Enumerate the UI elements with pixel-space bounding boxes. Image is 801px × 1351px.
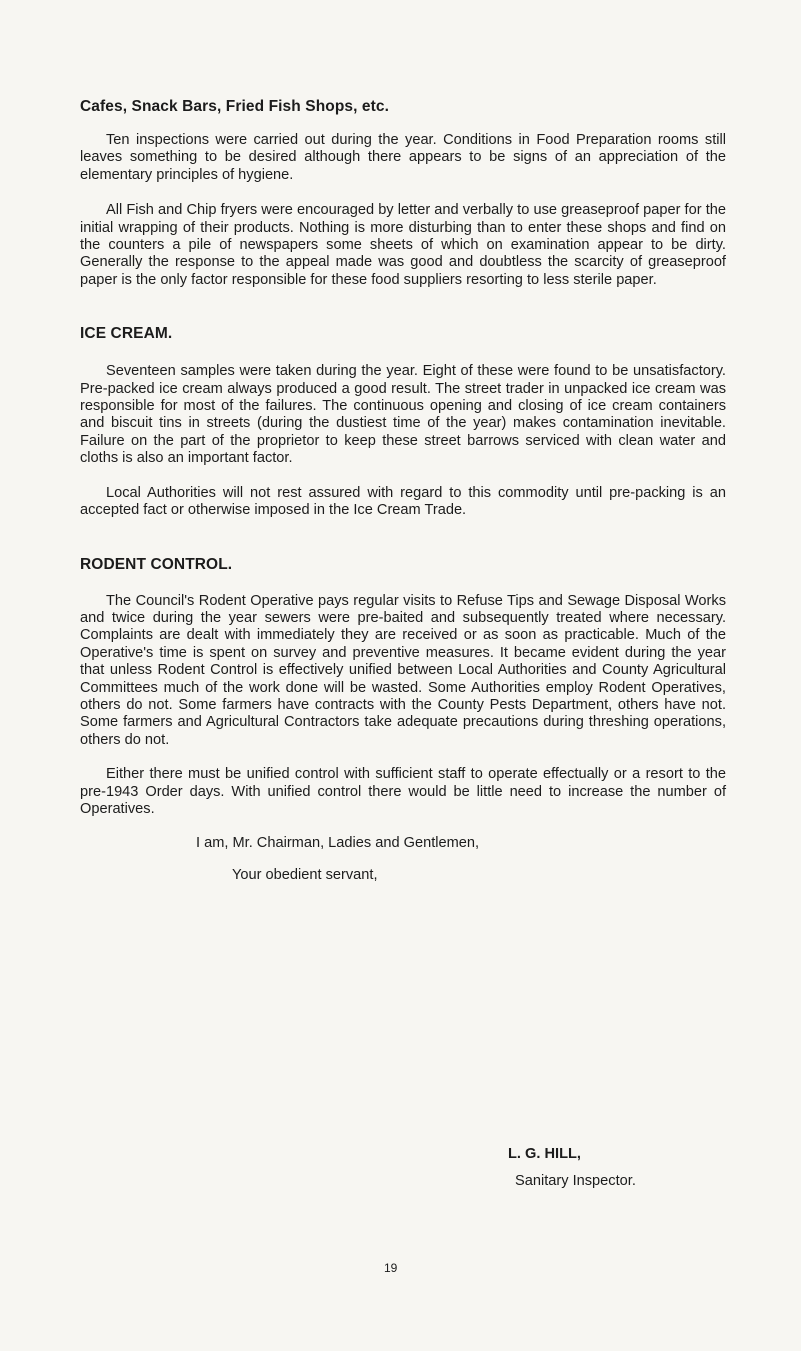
section-heading-cafes: Cafes, Snack Bars, Fried Fish Shops, etc. (80, 98, 390, 115)
paragraph-rodent-unified-control: Either there must be unified control with sufficient staff to operate effectually or a resort to the pre-1943 Order days. With unified control there would be little need to increase the number of Operatives. (80, 766, 726, 817)
paragraph-rodent-operative: The Council's Rodent Operative pays regular visits to Refuse Tips and Sewage Disposal Works and twice during the year sewers were pre-baited and subsequently treated where necessary. Complaints are dealt with immediately they are received or as soon as practicable. Much of the Operative's time is spent on survey and preventive measures. It became evident during the year that unless Rodent Control is effectively unified between Local Authorities and County Agricultural Committees much of the work done will be wasted. Some Authorities employ Rodent Operatives, others do not. Some farmers have contracts with the County Pests Department, others have not. Some farmers and Agricultural Contractors take adequate precautions during threshing operations, others do not. (80, 592, 726, 748)
section-heading-ice-cream: ICE CREAM. (80, 325, 173, 343)
paragraph-ice-cream-authorities: Local Authorities will not rest assured with regard to this commodity until pre-packing is an accepted fact or otherwise imposed in the Ice Cream Trade. (80, 484, 726, 519)
paragraph-ice-cream-samples: Seventeen samples were taken during the year. Eight of these were found to be unsatisfactory. Pre-packed ice cream always produced a good result. The street trader in unpacked ice cream was responsible for most of the failures. The continuous opening and closing of ice cream containers and biscuit tins in streets (during the dustiest time of the year) makes contamination inevitable. Failure on the part of the proprietor to keep these street barrows serviced with clean water and cloths is also an important factor. (80, 363, 726, 467)
signature-name: L. G. HILL, (508, 1146, 581, 1162)
signature-title: Sanitary Inspector. (515, 1173, 636, 1189)
closing-salutation: I am, Mr. Chairman, Ladies and Gentlemen, (196, 835, 480, 852)
paragraph-cafes-inspections: Ten inspections were carried out during the year. Conditions in Food Preparation rooms still leaves something to be desired although there appears to be signs of an appreciation of the elementary principles of hygiene. (80, 132, 726, 183)
page-content (80, 98, 726, 884)
section-heading-rodent-control: RODENT CONTROL. (80, 555, 233, 573)
closing-valediction: Your obedient servant, (232, 866, 378, 883)
paragraph-cafes-fryers: All Fish and Chip fryers were encouraged by letter and verbally to use greaseproof paper for the initial wrapping of their products. Nothing is more disturbing than to enter these shops and find on the counters a pile of newspapers some sheets of which on examination appear to be dirty. Generally the response to the appeal made was good and doubtless the scarcity of greaseproof paper is the only factor responsible for these food suppliers resorting to less sterile paper. (80, 202, 726, 288)
page-number: 19 (384, 1261, 398, 1275)
